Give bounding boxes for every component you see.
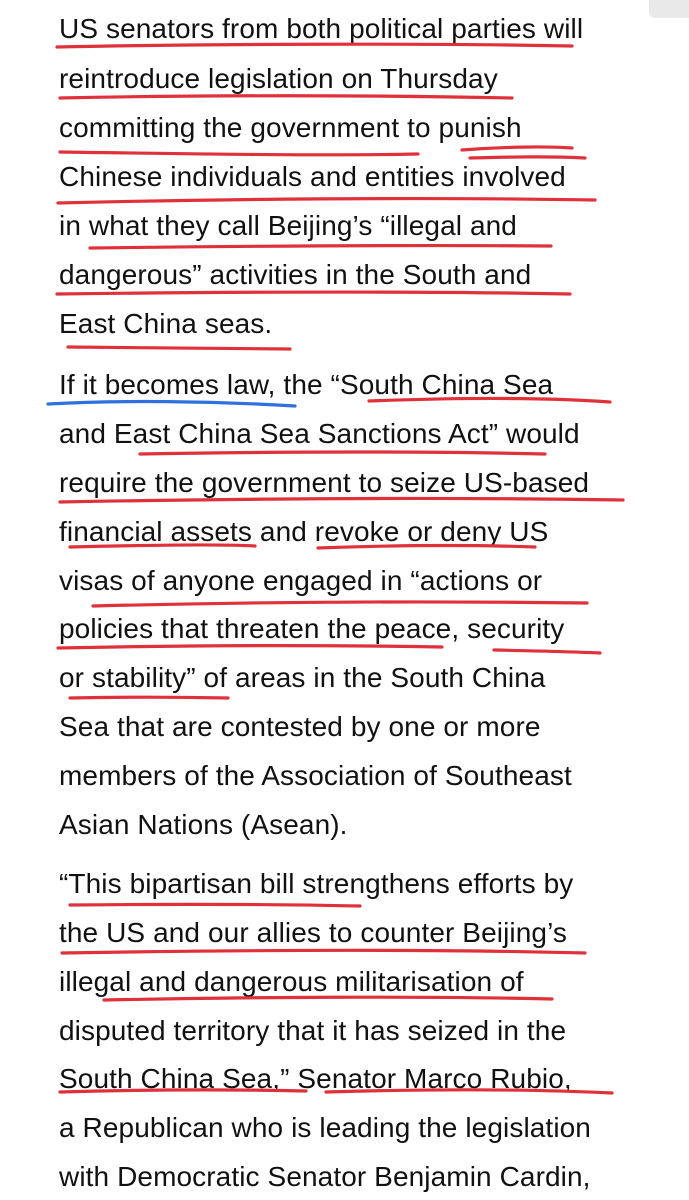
underline-stroke <box>57 292 570 294</box>
article-line: a Republican who is leading the legislation <box>59 1112 591 1143</box>
article-line: If it becomes law, the “South China Sea <box>59 369 554 400</box>
underline-stroke <box>93 602 587 606</box>
article-line: Sea that are contested by one or more <box>59 711 541 742</box>
article-line: dangerous” activities in the South and <box>59 259 532 290</box>
article-line: visas of anyone engaged in “actions or <box>59 565 543 596</box>
article-line: East China seas. <box>59 308 273 339</box>
article-line: and East China Sea Sanctions Act” would <box>59 418 580 449</box>
article-line: disputed territory that it has seized in the <box>59 1015 567 1046</box>
article-line: financial assets and revoke or deny US <box>59 516 549 547</box>
article-line: with Democratic Senator Benjamin Cardin, <box>59 1161 591 1192</box>
article-line: Asian Nations (Asean). <box>59 809 348 840</box>
article-line: illegal and dangerous militarisation of <box>59 966 524 997</box>
article-line: Chinese individuals and entities involved <box>59 161 566 192</box>
article-line: or stability” of areas in the South China <box>59 662 546 693</box>
underline-stroke <box>494 650 600 653</box>
underline-stroke <box>62 950 585 953</box>
underline-stroke <box>462 147 572 150</box>
article-line: policies that threaten the peace, security <box>59 613 565 644</box>
corner-tab <box>649 0 689 18</box>
article-line: members of the Association of Southeast <box>59 760 572 791</box>
underline-stroke <box>58 646 442 648</box>
underline-stroke <box>140 452 545 454</box>
underline-stroke <box>60 96 512 98</box>
underline-stroke <box>70 697 228 698</box>
article-line: require the government to seize US-based <box>59 467 590 498</box>
article-line: committing the government to punish <box>59 112 522 143</box>
underline-stroke <box>90 246 551 248</box>
underline-stroke <box>70 904 360 906</box>
article-line: reintroduce legislation on Thursday <box>59 63 498 94</box>
underline-stroke <box>58 199 595 203</box>
article-line: in what they call Beijing’s “illegal and <box>59 210 517 241</box>
underline-stroke <box>60 152 418 155</box>
article-line: South China Sea,” Senator Marco Rubio, <box>59 1063 572 1094</box>
article-line: “This bipartisan bill strengthens efforts by <box>59 868 574 899</box>
article-line: US senators from both political parties will <box>59 13 584 44</box>
underline-stroke-blue <box>48 402 295 406</box>
underline-stroke <box>68 347 290 349</box>
underline-stroke <box>470 157 585 158</box>
underline-stroke <box>60 499 623 502</box>
article-line: the US and our allies to counter Beijing’s <box>59 917 567 948</box>
